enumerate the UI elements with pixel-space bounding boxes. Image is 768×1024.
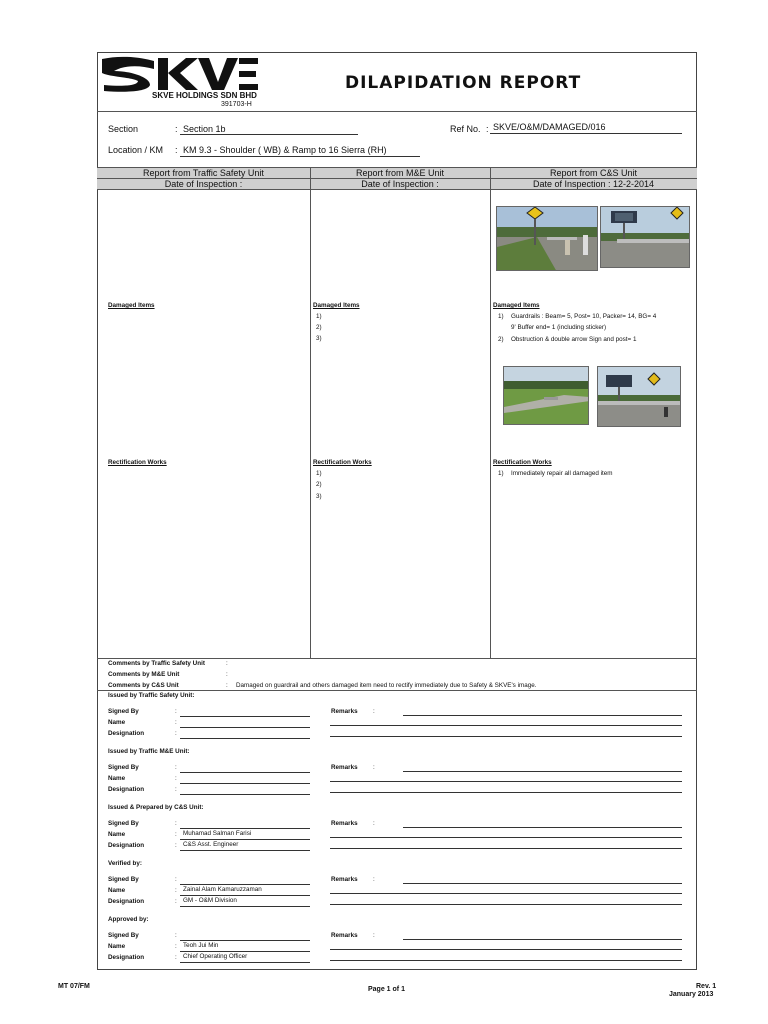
remarks-underline: [330, 837, 682, 838]
signoff-heading: Approved by:: [108, 916, 149, 923]
remarks-label: Remarks: [331, 708, 358, 715]
revision-date: January 2013: [669, 991, 714, 998]
signoff-field-label: Name: [108, 719, 126, 726]
colon: :: [175, 876, 177, 883]
colon: :: [175, 842, 177, 849]
location-value: KM 9.3 - Shoulder ( WB) & Ramp to 16 Sierra (RH): [183, 145, 387, 155]
signoff-field-label: Designation: [108, 898, 145, 905]
colon: :: [175, 932, 177, 939]
signoff-field-label: Designation: [108, 842, 145, 849]
list-number: 2): [316, 324, 322, 331]
list-number: 1): [498, 470, 504, 477]
colon: :: [175, 124, 178, 134]
colon: :: [175, 730, 177, 737]
remarks-underline: [330, 904, 682, 905]
colon: :: [373, 708, 375, 715]
comment-label: Comments by C&S Unit: [108, 682, 179, 689]
remarks-underline: [403, 883, 682, 884]
list-number: 3): [316, 493, 322, 500]
comment-text: Damaged on guardrail and others damaged item need to rectify immediately due to Safety & SKVE's image.: [236, 682, 537, 689]
company-name: SKVE HOLDINGS SDN BHD: [152, 91, 257, 100]
signoff-underline: [180, 940, 310, 941]
colon: :: [226, 671, 228, 678]
remarks-label: Remarks: [331, 876, 358, 883]
damaged-label-me: Damaged Items: [313, 302, 360, 309]
list-number: 2): [498, 336, 504, 343]
signoff-designation: GM - O&M Division: [183, 897, 237, 904]
remarks-label: Remarks: [331, 932, 358, 939]
signoff-heading: Issued by Traffic Safety Unit:: [108, 692, 195, 699]
signoff-underline: [180, 895, 310, 896]
colon: :: [373, 932, 375, 939]
company-logo: [100, 55, 260, 93]
colon: :: [175, 831, 177, 838]
signoff-underline: [180, 794, 310, 795]
colon: :: [175, 719, 177, 726]
damaged-item-text: 9' Buffer end= 1 (including sticker): [511, 324, 607, 331]
site-photo: [503, 366, 589, 425]
colon: :: [226, 682, 228, 689]
page-number: Page 1 of 1: [368, 986, 405, 993]
remarks-underline: [330, 781, 682, 782]
column-date-cs: Date of Inspection : 12-2-2014: [532, 179, 655, 189]
signoff-designation: Chief Operating Officer: [183, 953, 248, 960]
signoff-underline: [180, 738, 310, 739]
remarks-underline: [330, 725, 682, 726]
colon: :: [175, 775, 177, 782]
ref-label: Ref No.: [450, 124, 481, 134]
remarks-underline: [330, 960, 682, 961]
remarks-underline: [403, 771, 682, 772]
colon: :: [175, 145, 178, 155]
colon: :: [175, 954, 177, 961]
list-number: 1): [316, 313, 322, 320]
colon: :: [175, 786, 177, 793]
remarks-label: Remarks: [331, 764, 358, 771]
section-value: Section 1b: [183, 124, 226, 134]
signoff-field-label: Signed By: [108, 932, 139, 939]
signoff-designation: C&S Asst. Engineer: [183, 841, 239, 848]
damaged-item-text: Obstruction & double arrow Sign and post= 1: [511, 336, 637, 343]
colon: :: [175, 764, 177, 771]
signoff-field-label: Name: [108, 831, 126, 838]
rectification-label-cs: Rectification Works: [493, 459, 552, 466]
column-title-me: Report from M&E Unit: [355, 168, 445, 178]
form-code: MT 07/FM: [58, 983, 90, 990]
section-underline: [180, 134, 358, 135]
column-title-cs: Report from C&S Unit: [549, 168, 638, 178]
ref-value: SKVE/O&M/DAMAGED/016: [493, 122, 606, 132]
site-photo: [600, 206, 690, 268]
signoff-name: Teoh Jui Min: [183, 942, 219, 949]
signoff-underline: [180, 828, 310, 829]
comment-label: Comments by Traffic Safety Unit: [108, 660, 205, 667]
signoff-heading: Issued & Prepared by C&S Unit:: [108, 804, 204, 811]
comment-label: Comments by M&E Unit: [108, 671, 180, 678]
signoff-field-label: Signed By: [108, 708, 139, 715]
list-number: 2): [316, 481, 322, 488]
ref-underline: [490, 133, 682, 134]
signoff-name: Zainal Alam Kamaruzzaman: [183, 886, 262, 893]
signoff-underline: [180, 962, 310, 963]
section-label: Section: [108, 124, 139, 134]
signoff-heading: Verified by:: [108, 860, 142, 867]
remarks-underline: [330, 949, 682, 950]
signoff-underline: [180, 716, 310, 717]
signoff-field-label: Designation: [108, 954, 145, 961]
remarks-underline: [403, 939, 682, 940]
remarks-underline: [330, 792, 682, 793]
signoff-field-label: Name: [108, 887, 126, 894]
signoff-underline: [180, 884, 310, 885]
colon: :: [226, 660, 228, 667]
colon: :: [175, 887, 177, 894]
report-title: DILAPIDATION REPORT: [345, 73, 582, 93]
signoff-underline: [180, 727, 310, 728]
column-title-traffic: Report from Traffic Safety Unit: [143, 168, 264, 178]
column-divider: [490, 167, 491, 658]
company-reg-no: 391703-H: [221, 101, 252, 108]
signoff-underline: [180, 850, 310, 851]
rectification-label-traffic: Rectification Works: [108, 459, 167, 466]
signoff-underline: [180, 951, 310, 952]
signoff-heading: Issued by Traffic M&E Unit:: [108, 748, 190, 755]
signoff-field-label: Signed By: [108, 820, 139, 827]
divider: [97, 189, 697, 190]
signoff-field-label: Designation: [108, 786, 145, 793]
signoff-field-label: Designation: [108, 730, 145, 737]
location-underline: [180, 156, 420, 157]
signoff-underline: [180, 906, 310, 907]
colon: :: [373, 876, 375, 883]
signoff-field-label: Signed By: [108, 876, 139, 883]
rectification-item-text: Immediately repair all damaged item: [511, 470, 613, 477]
signoff-underline: [180, 772, 310, 773]
column-date-me: Date of Inspection :: [361, 179, 439, 189]
signoff-underline: [180, 839, 310, 840]
list-number: 1): [316, 470, 322, 477]
signoff-field-label: Name: [108, 775, 126, 782]
colon: :: [175, 943, 177, 950]
location-label: Location / KM: [108, 145, 164, 155]
remarks-underline: [330, 893, 682, 894]
divider: [97, 658, 697, 659]
column-date-traffic: Date of Inspection :: [164, 179, 243, 189]
remarks-underline: [403, 715, 682, 716]
colon: :: [175, 708, 177, 715]
damaged-item-text: Guardrails : Beam= 5, Post= 10, Packer= 14, BG= 4: [511, 313, 657, 320]
signoff-underline: [180, 783, 310, 784]
site-photo: [597, 366, 681, 427]
divider: [97, 111, 697, 112]
signoff-field-label: Name: [108, 943, 126, 950]
column-divider: [310, 167, 311, 658]
colon: :: [373, 820, 375, 827]
remarks-underline: [330, 736, 682, 737]
site-photo: [496, 206, 598, 271]
divider: [97, 690, 697, 691]
damaged-label-cs: Damaged Items: [493, 302, 540, 309]
colon: :: [373, 764, 375, 771]
remarks-label: Remarks: [331, 820, 358, 827]
damaged-label-traffic: Damaged Items: [108, 302, 155, 309]
remarks-underline: [403, 827, 682, 828]
colon: :: [175, 898, 177, 905]
remarks-underline: [330, 848, 682, 849]
list-number: 3): [316, 335, 322, 342]
signoff-field-label: Signed By: [108, 764, 139, 771]
list-number: 1): [498, 313, 504, 320]
rectification-label-me: Rectification Works: [313, 459, 372, 466]
revision: Rev. 1: [696, 983, 717, 990]
colon: :: [486, 124, 489, 134]
colon: :: [175, 820, 177, 827]
signoff-name: Muhamad Salman Farisi: [183, 830, 252, 837]
